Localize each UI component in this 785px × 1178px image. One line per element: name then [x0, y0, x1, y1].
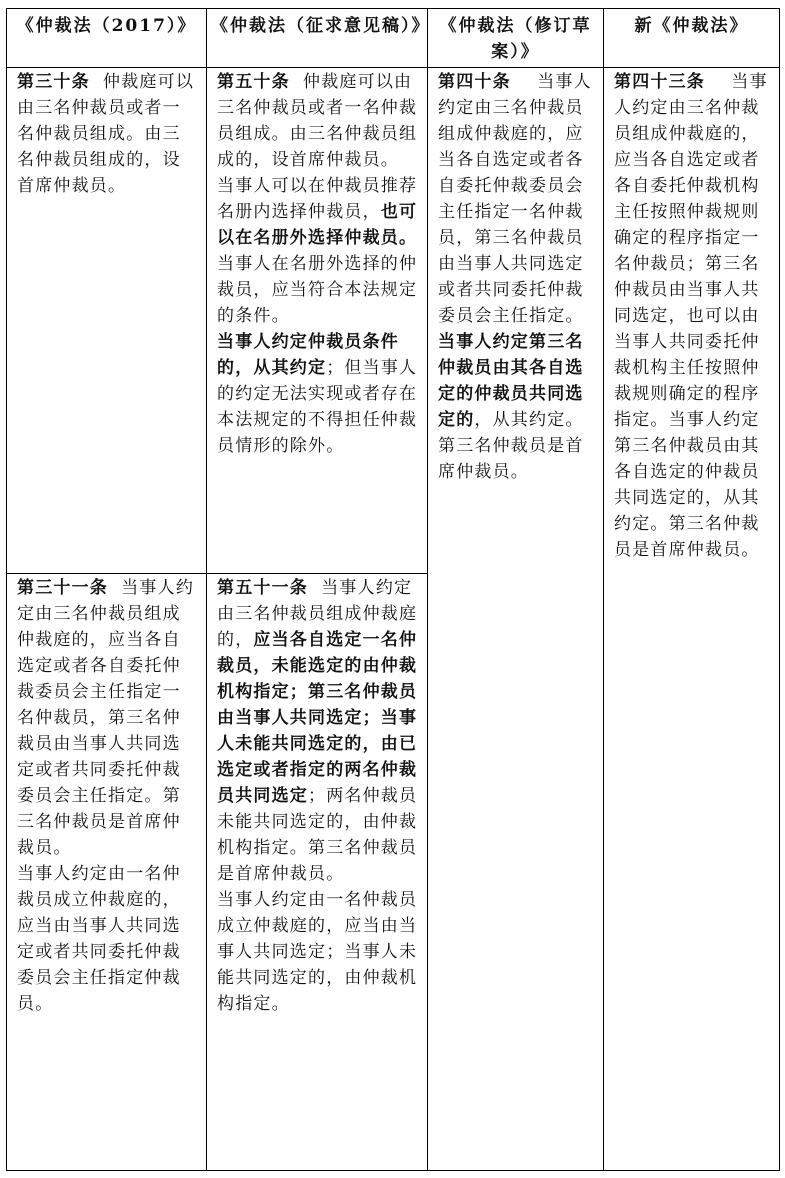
article-ref: 第三十一条: [17, 578, 108, 598]
article-ref: 第四十三条: [614, 72, 705, 92]
row-tribunal-composition: [7, 68, 780, 574]
emphasis-text: 当事人约定仲裁员条件的，从其约定: [217, 332, 399, 378]
emphasis-text: 也可以在名册外选择仲裁员。: [217, 202, 418, 248]
article-body: 当事人约定由三名仲裁员组成仲裁庭的，应当各自选定或者各自委托仲裁委员会主任指定一名仲裁员，第三名仲裁员由当事人共同选定或者共同委托仲裁委员会主任指定。: [438, 72, 592, 326]
article-body: ；两名仲裁员未能共同选定的，由仲裁机构指定。第三名仲裁员是首席仲裁员。: [217, 786, 418, 884]
emphasis-text: 应当各自选定一名仲裁员，未能选定的由仲裁机构指定；第三名仲裁员由当事人共同选定；当事人未能共同选定的，由已选定或者指定的两名仲裁员共同选定: [217, 630, 418, 806]
cell-article-30-2017: [7, 68, 207, 574]
article-40-text: [438, 69, 595, 485]
header-row: [7, 9, 780, 68]
article-ref: 第五十一条: [217, 578, 308, 598]
article-51-para-2: 当事人约定由一名仲裁员成立仲裁庭的，应当由当事人共同选定；当事人未能共同选定的，由仲裁机构指定。: [217, 890, 418, 1014]
article-body: 当事人约定由三名仲裁员组成仲裁庭的，应当各自选定或者各自委托仲裁委员会主任指定一名仲裁员，第三名仲裁员由当事人共同选定或者共同委托仲裁委员会主任指定。第三名仲裁员是首席仲裁员。: [17, 578, 195, 858]
article-50-para-1: [217, 69, 419, 173]
article-30-text: [17, 69, 198, 199]
article-31-para-2: 当事人约定由一名仲裁员成立仲裁庭的，应当由当事人共同选定或者共同委托仲裁委员会主任指定仲裁员。: [17, 864, 181, 1014]
header-draft-for-comment: 《仲裁法（征求意见稿）》: [207, 9, 428, 68]
article-body: 当事人在名册外选择的仲裁员，应当符合本法规定的条件。: [217, 254, 418, 326]
article-body: 当事人可以在仲裁员推荐名册内选择仲裁员，: [217, 176, 418, 222]
header-arbitration-law-2017: 《仲裁法（2017）》: [7, 9, 207, 68]
article-body: 仲裁庭可以由三名仲裁员或者一名仲裁员组成。由三名仲裁员组成的，设首席仲裁员。: [217, 72, 418, 170]
header-revised-draft: 《仲裁法（修订草案）》: [428, 9, 604, 68]
article-ref: 第三十条: [17, 72, 90, 92]
cell-article-51-draft: [207, 574, 428, 1171]
cell-article-43-new-law: [604, 68, 780, 1171]
article-50-para-2: [217, 173, 419, 329]
cell-article-31-2017: [7, 574, 207, 1171]
article-body: ，从其约定。第三名仲裁员是首席仲裁员。: [438, 410, 584, 482]
emphasis-text: 当事人约定第三名仲裁员由其各自选定的仲裁员共同选定的: [438, 332, 584, 430]
article-51-para-1: [217, 575, 419, 887]
article-ref: 第四十条: [438, 72, 511, 92]
article-31-para-1: [17, 575, 198, 861]
article-body: 仲裁庭可以由三名仲裁员或者一名仲裁员组成。由三名仲裁员组成的，设首席仲裁员。: [17, 72, 195, 196]
law-comparison-table: [6, 8, 780, 1171]
article-body: 当事人约定由三名仲裁员组成仲裁庭的，应当各自选定或者各自委托仲裁机构主任按照仲裁规则确定的程序指定一名仲裁员；第三名仲裁员由当事人共同选定，也可以由当事人共同委托仲裁机构主任按照仲裁规则确定的程序指定。当事人约定第三名仲裁员由其各自选定的仲裁员共同选定的，从其约定。第三名仲裁员是首席仲裁员。: [614, 72, 768, 560]
article-ref: 第五十条: [217, 72, 290, 92]
article-body: 当事人约定由三名仲裁员组成仲裁庭的，: [217, 578, 418, 650]
article-43-text: [614, 69, 771, 563]
comparison-document: [6, 8, 779, 1171]
article-body: ；但当事人的约定无法实现或者存在本法规定的不得担任仲裁员情形的除外。: [217, 358, 418, 456]
cell-article-50-draft: [207, 68, 428, 574]
header-new-arbitration-law: 新《仲裁法》: [604, 9, 780, 68]
article-50-para-3: [217, 329, 419, 459]
cell-article-40-revised-draft: [428, 68, 604, 1171]
